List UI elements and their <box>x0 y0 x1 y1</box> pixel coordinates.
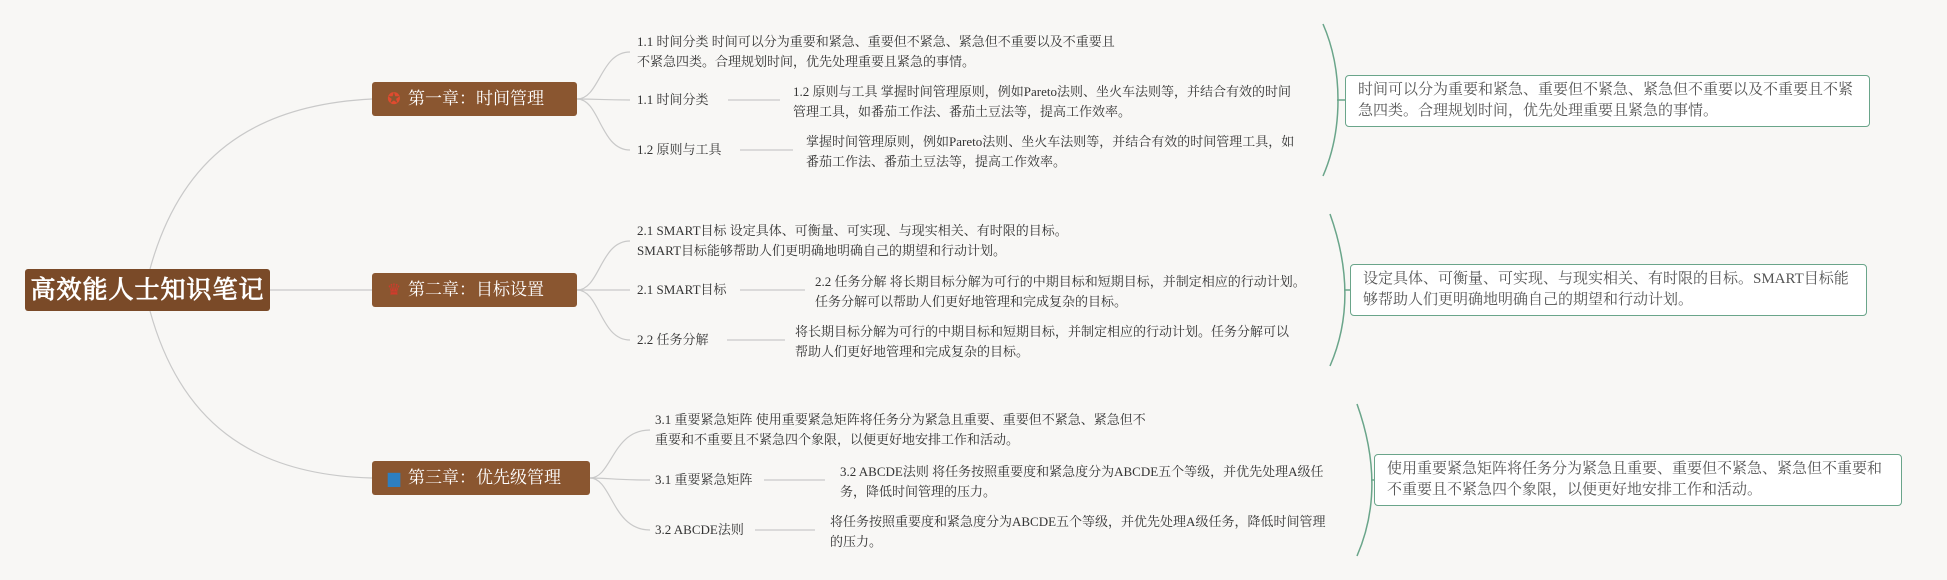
chapter-lead-text: 1.1 时间分类 时间可以分为重要和紧急、重要但不紧急、紧急但不重要以及不重要且不紧急四类。合理规划时间，优先处理重要且紧急的事情。 <box>637 34 1115 69</box>
topic-label[interactable]: 3.2 ABCDE法则 <box>655 522 744 537</box>
chapter-node-1[interactable] <box>372 82 577 116</box>
book-icon: ▆ <box>387 468 401 487</box>
crown-icon: ♛ <box>386 280 402 299</box>
star-icon: ✪ <box>387 89 401 108</box>
topic-label[interactable]: 2.2 任务分解 <box>637 332 709 347</box>
topic-label[interactable]: 2.1 SMART目标 <box>637 282 727 297</box>
chapter-node-3[interactable] <box>372 461 590 495</box>
summary-box: 使用重要紧急矩阵将任务分为紧急且重要、重要但不紧急、紧急但不重要和不重要且不紧急四个象限，以便更好地安排工作和活动。 <box>1374 454 1902 506</box>
topic-text: 将任务按照重要度和紧急度分为ABCDE五个等级，并优先处理A级任务，降低时间管理的压力。 <box>830 514 1326 549</box>
chapter-lead-text: 2.1 SMART目标 设定具体、可衡量、可实现、与现实相关、有时限的目标。SMART目标能够帮助人们更明确地明确自己的期望和行动计划。 <box>637 223 1068 258</box>
chapter-lead-text: 3.1 重要紧急矩阵 使用重要紧急矩阵将任务分为紧急且重要、重要但不紧急、紧急但不重要和不重要且不紧急四个象限，以便更好地安排工作和活动。 <box>655 412 1146 447</box>
chapter-title: 第一章：时间管理 <box>408 89 544 109</box>
topic-text: 2.2 任务分解 将长期目标分解为可行的中期目标和短期目标，并制定相应的行动计划。任务分解可以帮助人们更好地管理和完成复杂的目标。 <box>815 274 1306 309</box>
topic-label[interactable]: 1.2 原则与工具 <box>637 142 722 157</box>
topic-label[interactable]: 3.1 重要紧急矩阵 <box>655 472 753 487</box>
topic-label[interactable]: 1.1 时间分类 <box>637 92 709 107</box>
summary-box: 时间可以分为重要和紧急、重要但不紧急、紧急但不重要以及不重要且不紧急四类。合理规划时间，优先处理重要且紧急的事情。 <box>1345 75 1870 127</box>
chapter-title: 第二章：目标设置 <box>408 280 544 300</box>
topic-text: 3.2 ABCDE法则 将任务按照重要度和紧急度分为ABCDE五个等级，并优先处理A级任务，降低时间管理的压力。 <box>840 464 1324 499</box>
topic-text: 掌握时间管理原则，例如Pareto法则、坐火车法则等，并结合有效的时间管理工具，如番茄工作法、番茄土豆法等，提高工作效率。 <box>806 134 1295 169</box>
chapter-node-2[interactable] <box>372 273 577 307</box>
chapter-title: 第三章：优先级管理 <box>408 468 561 488</box>
root-node[interactable]: 高效能人士知识笔记 <box>25 269 270 311</box>
topic-text: 1.2 原则与工具 掌握时间管理原则，例如Pareto法则、坐火车法则等，并结合有效的时间管理工具，如番茄工作法、番茄土豆法等，提高工作效率。 <box>793 84 1291 119</box>
summary-box: 设定具体、可衡量、可实现、与现实相关、有时限的目标。SMART目标能够帮助人们更明确地明确自己的期望和行动计划。 <box>1350 264 1867 316</box>
topic-text: 将长期目标分解为可行的中期目标和短期目标，并制定相应的行动计划。任务分解可以帮助人们更好地管理和完成复杂的目标。 <box>795 324 1290 359</box>
